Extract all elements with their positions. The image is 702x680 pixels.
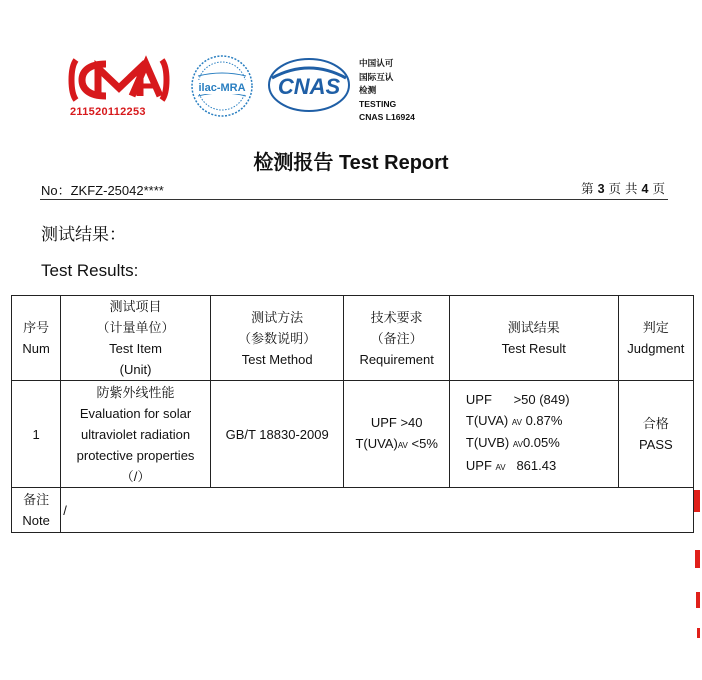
header-test-method: 测试方法 （参数说明） Test Method <box>210 296 344 381</box>
ilac-mra-logo <box>188 54 256 118</box>
header-requirement: 技术要求 （备注） Requirement <box>344 296 449 381</box>
accreditation-line: CNAS L16924 <box>359 112 415 122</box>
report-title: 检测报告 Test Report <box>253 152 449 174</box>
header-test-item: 测试项目 （计量单位） Test Item (Unit) <box>61 296 211 381</box>
cell-test-item: 防紫外线性能 Evaluation for solar ultraviolet radiation protective properties （/） <box>61 381 211 488</box>
page-indicator: 第 3 页 共 4 页 <box>581 181 665 196</box>
results-heading-en: Test Results: <box>41 261 139 280</box>
header-num: 序号 Num <box>12 296 61 381</box>
accreditation-line: 国际互认 <box>359 71 394 82</box>
seal-fragment <box>697 628 700 638</box>
seal-fragment <box>696 592 700 608</box>
table-header-row <box>12 296 694 381</box>
note-row <box>12 488 694 533</box>
seal-fragment <box>694 490 700 512</box>
results-heading-cn: 测试结果： <box>41 225 126 244</box>
cell-test-result: UPF >50 (849) T(UVA) AV 0.87% T(UVB) AV0.05% UPF AV 861.43 <box>449 381 618 488</box>
cell-num: 1 <box>12 381 61 488</box>
accreditation-text <box>359 57 415 125</box>
seal-fragment <box>695 550 700 568</box>
ilac-label: ilac-MRA <box>198 82 246 94</box>
header-test-result: 测试结果 Test Result <box>449 296 618 381</box>
cnas-logo <box>268 56 350 114</box>
cma-number: 211520112253 <box>70 106 146 118</box>
accreditation-line: 检测 <box>359 85 377 95</box>
cell-test-method: GB/T 18830-2009 <box>210 381 344 488</box>
report-number: No：ZKFZ-25042**** <box>41 183 164 198</box>
cnas-label: CNAS <box>277 74 341 99</box>
cell-requirement: UPF >40 T(UVA)AV <5% <box>344 381 449 488</box>
results-table <box>11 295 694 533</box>
table-row <box>12 381 694 488</box>
accreditation-line: TESTING <box>359 98 397 109</box>
cell-judgment: 合格 PASS <box>618 381 693 488</box>
note-label: 备注 Note <box>12 488 61 533</box>
header-divider <box>40 199 668 200</box>
accreditation-line: 中国认可 <box>359 58 394 68</box>
header-judgment: 判定 Judgment <box>618 296 693 381</box>
note-value: / <box>61 488 694 533</box>
